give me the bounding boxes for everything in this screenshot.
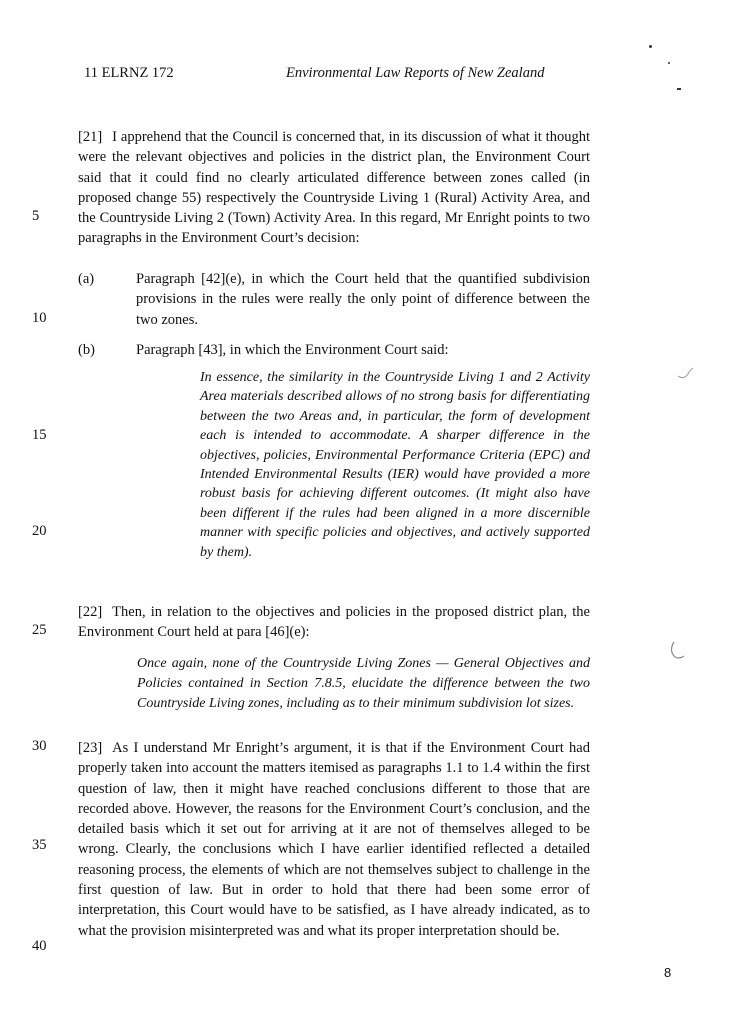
paragraph-23 <box>78 738 590 941</box>
paragraph-22 <box>78 602 590 643</box>
line-number: 35 <box>32 837 47 853</box>
block-quote-para-43: In essence, the similarity in the Countryside Living 1 and 2 Activity Area materials described allows of no strong basis for differentiating between the two Areas and, in particular, the form of development each is intended to accommodate. A sharper difference in the objectives, policies, Environmental Performance Criteria (EPC) and Intended Environmental Results (IER) would have provided a more robust basis for achieving different outcomes. (It might also have been different if the rules had been aligned in a more discernible manner with specific policies and objectives, and actively supported by them). <box>200 370 590 560</box>
paragraph-number: [23] <box>78 740 103 756</box>
line-number: 30 <box>32 738 47 754</box>
margin-scribble-icon <box>668 640 688 662</box>
list-item-a <box>78 269 590 331</box>
scan-speck <box>649 45 652 48</box>
list-item-label: (b) <box>78 342 95 358</box>
scan-speck <box>677 88 681 90</box>
line-number: 10 <box>32 310 47 326</box>
margin-scribble-icon <box>676 366 696 380</box>
line-number: 20 <box>32 523 47 539</box>
paragraph-text: I apprehend that the Council is concerned that, in its discussion of what it thought were the relevant objectives and policies in the district plan, the Environment Court said that it could find no clearly articulated difference between zones called (in proposed change 55) respectively the Countryside Living 1 (Rural) Activity Area, and the Countryside Living 2 (Town) Activity Area. In this regard, Mr Enright points to two paragraphs in the Environment Court’s decision: <box>78 129 590 247</box>
line-number: 40 <box>32 938 47 954</box>
paragraph-text: Then, in relation to the objectives and policies in the proposed district plan, the Environment Court held at para [46](e): <box>78 604 590 641</box>
header-journal-title: Environmental Law Reports of New Zealand <box>286 65 545 81</box>
paragraph-number: [22] <box>78 604 103 620</box>
page-number: 8 <box>664 965 672 980</box>
header-citation: 11 ELRNZ 172 <box>84 65 174 81</box>
line-number: 5 <box>32 208 40 224</box>
list-item-text: Paragraph [42](e), in which the Court held that the quantified subdivision provisions in the rules were really the only point of difference between the two zones. <box>136 271 590 328</box>
block-quote-para-46: Once again, none of the Countryside Living Zones — General Objectives and Policies contained in Section 7.8.5, elucidate the difference between the two Countryside Living zones, including as to their minimum subdivision lot sizes. <box>137 656 590 711</box>
line-number: 25 <box>32 622 47 638</box>
paragraph-text: As I understand Mr Enright’s argument, it is that if the Environment Court had properly taken into account the matters itemised as paragraphs 1.1 to 1.4 within the first question of law, then it might have reached conclusions different to those that are recorded above. However, the reasons for the Environment Court’s conclusion, and the detailed basis which it set out for arriving at it are not of themselves alleged to be wrong. Clearly, the conclusions which I have earlier identified reflected a detailed reasoning process, the elements of which are not themselves subject to challenge in the first question of law. But in order to hold that there had been some error of interpretation, this Court would have to be satisfied, as I have already indicated, as to what the provision misinterpreted was and what its proper interpretation should be. <box>78 740 590 939</box>
scan-speck <box>668 62 670 64</box>
paragraph-21 <box>78 127 590 249</box>
paragraph-number: [21] <box>78 129 103 145</box>
list-item-text: Paragraph [43], in which the Environment Court said: <box>136 342 449 358</box>
line-number: 15 <box>32 427 47 443</box>
list-item-b <box>78 340 590 362</box>
list-item-label: (a) <box>78 271 95 287</box>
